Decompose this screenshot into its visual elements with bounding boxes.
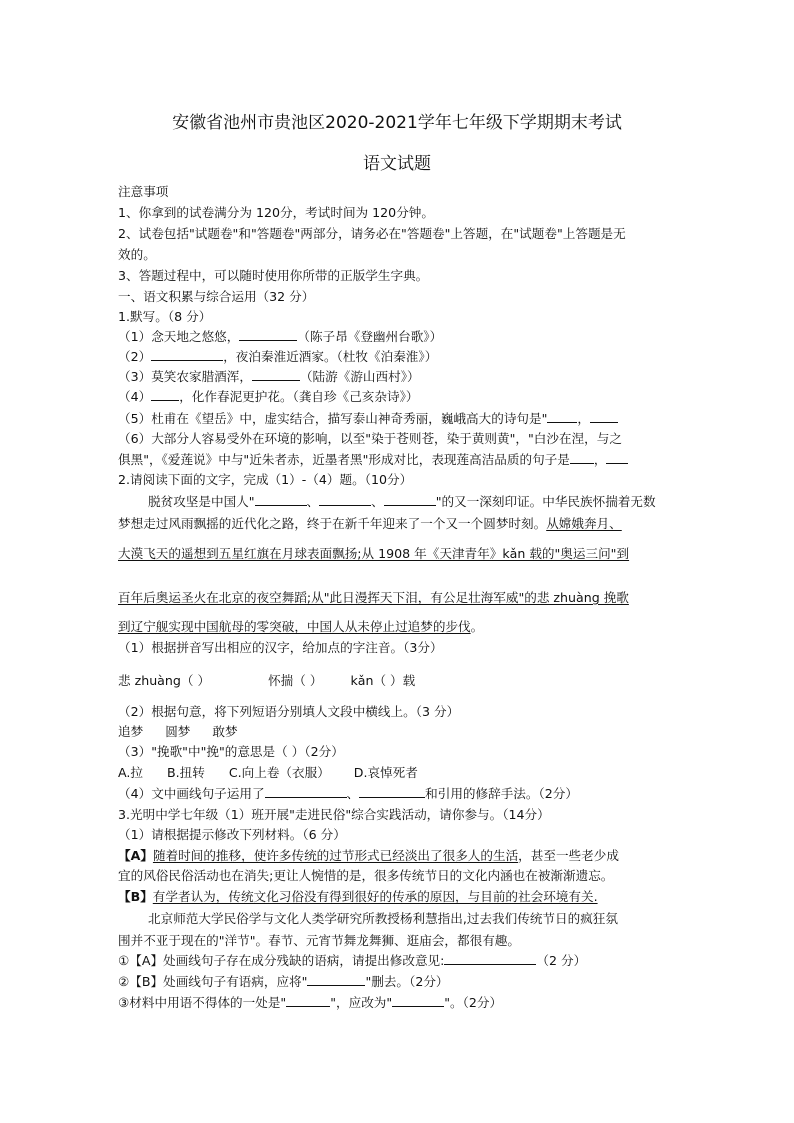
q1-line-6b-prefix: 俱黑"，《爱莲说》中与"近朱者赤，近墨者黑"形成对比，表现莲高洁品质的句子是 <box>118 452 570 467</box>
material-c-line-2: 围并不亚于现在的"洋节"。春节、元宵节舞龙舞狮、逛庙会，都很有趣。 <box>118 933 520 948</box>
pinyin-item: kǎn（ ）载 <box>350 673 416 688</box>
question-3-title: 3.光明中学七年级（1）班开展"走进民俗"综合实践活动，请你参与。（14分） <box>118 807 550 822</box>
q3-req-2-prefix: ②【B】处画线句子有语病，应将" <box>118 974 308 989</box>
choice-option[interactable]: B.扭转 <box>167 765 205 780</box>
choice-option[interactable]: D.哀悼死者 <box>353 765 418 780</box>
answer-blank[interactable] <box>239 328 297 341</box>
answer-blank[interactable] <box>359 785 425 798</box>
answer-blank[interactable] <box>590 410 618 423</box>
pinyin-item: 怀揣（ ） <box>268 673 323 688</box>
passage-text: 梦想走过风雨飘摇的近代化之路，终于在新千年迎来了一个又一个圆梦时刻。 <box>118 516 547 531</box>
answer-blank[interactable] <box>265 785 347 798</box>
passage-line-1 <box>148 493 656 511</box>
q3-req-3-suffix: "。（2分） <box>444 995 503 1010</box>
q2-sub-4-prefix: （4）文中画线句子运用了 <box>118 786 265 801</box>
exam-subtitle: 语文试题 <box>363 154 431 174</box>
answer-blank[interactable] <box>286 994 330 1007</box>
note-item: 效的。 <box>118 247 156 262</box>
underlined-sentence: 有学者认为，传统文化习俗没有得到很好的传承的原因，与目前的社会环境有关. <box>152 889 598 904</box>
phrase-option: 追梦 <box>118 724 144 739</box>
underlined-sentence: 随着时间的推移，使许多传统的过节形式已经淡出了很多人的生活 <box>152 848 519 863</box>
note-item: 1、你拿到的试卷满分为 120分，考试时间为 120分钟。 <box>118 205 434 220</box>
passage-text: "的又一深刻印证。中华民族怀揣着无数 <box>435 494 656 509</box>
q2-sub-1: （1）根据拼音写出相应的汉字，给加点的字注音。（3分） <box>118 640 443 655</box>
note-item: 3、答题过程中，可以随时使用你所带的正版学生字典。 <box>118 268 429 283</box>
answer-blank[interactable] <box>570 451 594 464</box>
q2-sub-2: （2）根据句意，将下列短语分别填人文段中横线上。（3 分） <box>118 704 460 719</box>
pinyin-item: 悲 zhuàng（ ） <box>118 673 211 688</box>
answer-blank[interactable] <box>151 388 179 401</box>
note-item: 2、试卷包括"试题卷"和"答题卷"两部分，请务必在"答题卷"上答题，在"试题卷"上答题是无 <box>118 226 626 241</box>
q1-line-6b-comma: ， <box>593 452 607 467</box>
q1-line-4-suffix: ，化作春泥更护花。（龚自珍《己亥杂诗》） <box>179 389 419 404</box>
material-a-tag: 【A】 <box>118 848 153 863</box>
q3-req-2-suffix: "删去。（2分） <box>365 974 449 989</box>
passage-line-4: 百年后奥运圣火在北京的夜空舞蹈;从"此日漫挥天下泪，有公足壮海军威"的悲 zhuàng 挽歌 <box>118 590 629 605</box>
passage-line-2 <box>118 515 622 533</box>
q1-line-3-prefix: （3）莫笑农家腊酒浑， <box>118 369 252 384</box>
q3-req-2 <box>118 973 449 991</box>
q2-sub-1-items <box>118 672 415 690</box>
q2-sub-4-suffix: 和引用的修辞手法。（2分） <box>425 786 578 801</box>
choice-option[interactable]: C.向上卷（衣服） <box>228 765 330 780</box>
q1-line-5-prefix: （5）杜甫在《望岳》中，虚实结合，描写泰山神奇秀丽，巍峨高大的诗句是" <box>118 411 548 426</box>
passage-line-5 <box>118 618 483 636</box>
q1-line-3-suffix: （陆游《游山西村》） <box>299 369 420 384</box>
question-2-title: 2.请阅读下面的文字，完成（1）-（4）题。（10分） <box>118 472 413 487</box>
material-b-line <box>118 888 598 906</box>
q2-sub-3: （3）"挽歌"中"挽"的意思是（ ）（2分） <box>118 744 344 759</box>
q3-req-1-suffix: （2 分） <box>536 953 587 968</box>
passage-text: 。 <box>470 619 484 634</box>
phrase-option: 圆梦 <box>165 724 191 739</box>
q2-sub-4 <box>118 785 578 803</box>
answer-blank[interactable] <box>606 451 628 464</box>
material-a-line-1 <box>118 847 619 865</box>
q2-sub-4-sep: 、 <box>346 786 360 801</box>
passage-text: 、 <box>306 494 320 509</box>
answer-blank[interactable] <box>307 973 365 986</box>
q1-line-2 <box>118 348 437 366</box>
q2-sub-3-options <box>118 764 418 782</box>
q1-line-1-prefix: （1）念天地之悠悠， <box>118 329 240 344</box>
material-c-line-1: 北京师范大学民俗学与文化人类学研究所教授杨利慧指出,过去我们传统节日的疯狂氛 <box>148 911 618 926</box>
answer-blank[interactable] <box>252 368 300 381</box>
q2-sub-2-options <box>118 723 238 741</box>
passage-text: 脱贫攻坚是中国人" <box>148 494 255 509</box>
choice-option[interactable]: A.拉 <box>118 765 143 780</box>
notes-heading: 注意事项 <box>118 184 169 199</box>
q1-line-3 <box>118 368 420 386</box>
answer-blank[interactable] <box>392 994 444 1007</box>
q3-req-3-mid: "，应改为" <box>330 995 393 1010</box>
material-text: ，甚至一些老少成 <box>518 848 619 863</box>
q1-line-4 <box>118 388 418 406</box>
q3-req-1 <box>118 952 586 970</box>
answer-blank[interactable] <box>444 952 536 965</box>
answer-blank[interactable] <box>547 410 577 423</box>
q1-line-4-prefix: （4） <box>118 389 152 404</box>
q1-line-2-suffix: ，夜泊秦淮近酒家。（杜牧《泊秦淮》） <box>223 349 438 364</box>
exam-title: 安徽省池州市贵池区2020-2021学年七年级下学期期末考试 <box>172 113 622 133</box>
underlined-sentence: 从嫦娥奔月、 <box>546 516 622 531</box>
q3-req-1-prefix: ①【A】处画线句子存在成分残缺的语病，请提出修改意见: <box>118 953 445 968</box>
section-heading: 一、语文积累与综合运用（32 分） <box>118 289 315 304</box>
q1-line-1 <box>118 328 442 346</box>
material-b-tag: 【B】 <box>118 889 153 904</box>
q1-line-6b <box>118 451 628 469</box>
q1-line-6a: （6）大部分人容易受外在环境的影响，以至"染于苍则苍，染于黄则黄"，"白沙在涅，与之 <box>118 431 622 446</box>
q3-req-3 <box>118 994 502 1012</box>
passage-line-3: 大漠飞天的遥想到五星红旗在月球表面飘扬;从 1908 年《天津青年》kǎn 载的"奥运三问"到 <box>118 546 630 561</box>
question-1-title: 1.默写。（8 分） <box>118 309 212 324</box>
answer-blank[interactable] <box>151 348 223 361</box>
answer-blank[interactable] <box>319 493 371 506</box>
underlined-sentence: 到辽宁舰实现中国航母的零突破，中国人从未停止过追梦的步伐 <box>118 619 471 634</box>
answer-blank[interactable] <box>384 493 436 506</box>
answer-blank[interactable] <box>255 493 307 506</box>
passage-text: 、 <box>371 494 384 509</box>
q3-sub-1: （1）请根据提示修改下列材料。（6 分） <box>118 827 346 842</box>
q1-line-5-comma: ， <box>577 411 590 426</box>
phrase-option: 敢梦 <box>212 724 238 739</box>
q1-line-1-suffix: （陈子昂《登幽州台歌》） <box>297 329 443 344</box>
q1-line-5 <box>118 410 618 428</box>
q1-line-2-prefix: （2） <box>118 349 152 364</box>
q3-req-3-prefix: ③材料中用语不得体的一处是" <box>118 995 287 1010</box>
material-a-line-2: 宜的风俗民俗活动也在消失;更让人惋惜的是，很多传统节日的文化内涵也在被渐渐遗忘。 <box>118 868 614 883</box>
